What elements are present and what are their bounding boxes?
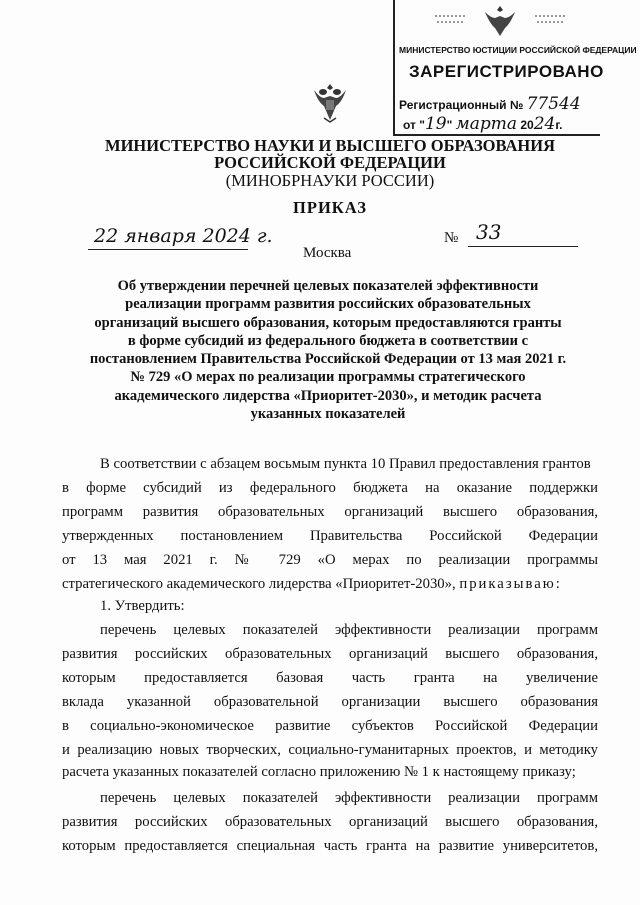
- document-type: ПРИКАЗ: [293, 198, 367, 217]
- ministry-name-line1: МИНИСТЕРСТВО НАУКИ И ВЫСШЕГО ОБРАЗОВАНИЯ: [105, 136, 555, 155]
- coat-of-arms-emblem: [310, 80, 350, 124]
- paragraph-line: перечень целевых показателей эффективности реализации программ: [100, 790, 598, 806]
- ministry-short-name: (МИНОБРНАУКИ РОССИИ): [225, 171, 435, 190]
- date-underline: [88, 249, 248, 250]
- paragraph-line: В соответствии с абзацем восьмым пункта 10 Правил предоставления грантов: [100, 456, 591, 472]
- paragraph-line: вклада указанной образовательной организации высшего образования: [62, 694, 598, 710]
- stamp-date: от "19" марта 2024г.: [403, 114, 563, 134]
- paragraph-line: расчета указанных показателей согласно приложению № 1 к настоящему приказу;: [62, 764, 576, 780]
- paragraph-line: от 13 мая 2021 г. № 729 «О мерах по реализации программы: [62, 552, 598, 568]
- paragraph-line: утвержденных постановлением Правительства Российской Федерации: [62, 528, 598, 544]
- order-city: Москва: [303, 245, 352, 261]
- registration-stamp: [393, 0, 637, 136]
- order-verb: приказываю:: [459, 576, 562, 592]
- paragraph-line: в форме субсидий из федерального бюджета на оказание поддержки: [62, 480, 598, 496]
- paragraph-line: программ развития образовательных организаций высшего образования,: [62, 504, 598, 520]
- stamp-emblem-icon: [425, 4, 575, 36]
- stamp-ministry: МИНИСТЕРСТВО ЮСТИЦИИ РОССИЙСКОЙ ФЕДЕРАЦИИ: [399, 45, 637, 55]
- paragraph-line: развития российских образовательных организаций высшего образования,: [62, 646, 598, 662]
- paragraph-line: которым предоставляется базовая часть гранта на увеличение: [62, 670, 598, 686]
- paragraph-line: и реализацию новых творческих, социально-гуманитарных проектов, и методику: [62, 742, 598, 758]
- paragraph-line: перечень целевых показателей эффективности реализации программ: [100, 622, 598, 638]
- stamp-reg-number-value: 77544: [526, 94, 581, 114]
- paragraph-line: стратегического академического лидерства «Приоритет-2030», приказываю:: [62, 576, 562, 592]
- item-heading: 1. Утвердить:: [100, 598, 185, 614]
- stamp-reg-number: Регистрационный № 77544: [399, 94, 581, 114]
- paragraph-line: которым предоставляется специальная часть гранта на развитие университетов,: [62, 838, 598, 854]
- stamp-status: ЗАРЕГИСТРИРОВАНО: [409, 62, 604, 81]
- paragraph-line: в социально-экономическое развитие субъектов Российской Федерации: [62, 718, 598, 734]
- paragraph-line: развития российских образовательных организаций высшего образования,: [62, 814, 598, 830]
- order-number-label: №: [444, 230, 459, 246]
- order-title: Об утверждении перечней целевых показателей эффективности реализации программ развития российских образовательных организаций высшего образования, которым предоставляются гранты в форме субсидий из федерального бюджета в соответствии с постановлением Правительства Российской Федерации от 13 мая 2021 г. № 729 «О мерах по реализации программы стратегического академического лидерства «Приоритет-2030», и методик расчета указанных показателей: [89, 278, 567, 423]
- number-underline: [468, 246, 578, 247]
- order-number: 33: [476, 220, 502, 244]
- order-date: 22 января 2024 г.: [94, 225, 273, 247]
- ministry-name-line2: РОССИЙСКОЙ ФЕДЕРАЦИИ: [214, 153, 446, 172]
